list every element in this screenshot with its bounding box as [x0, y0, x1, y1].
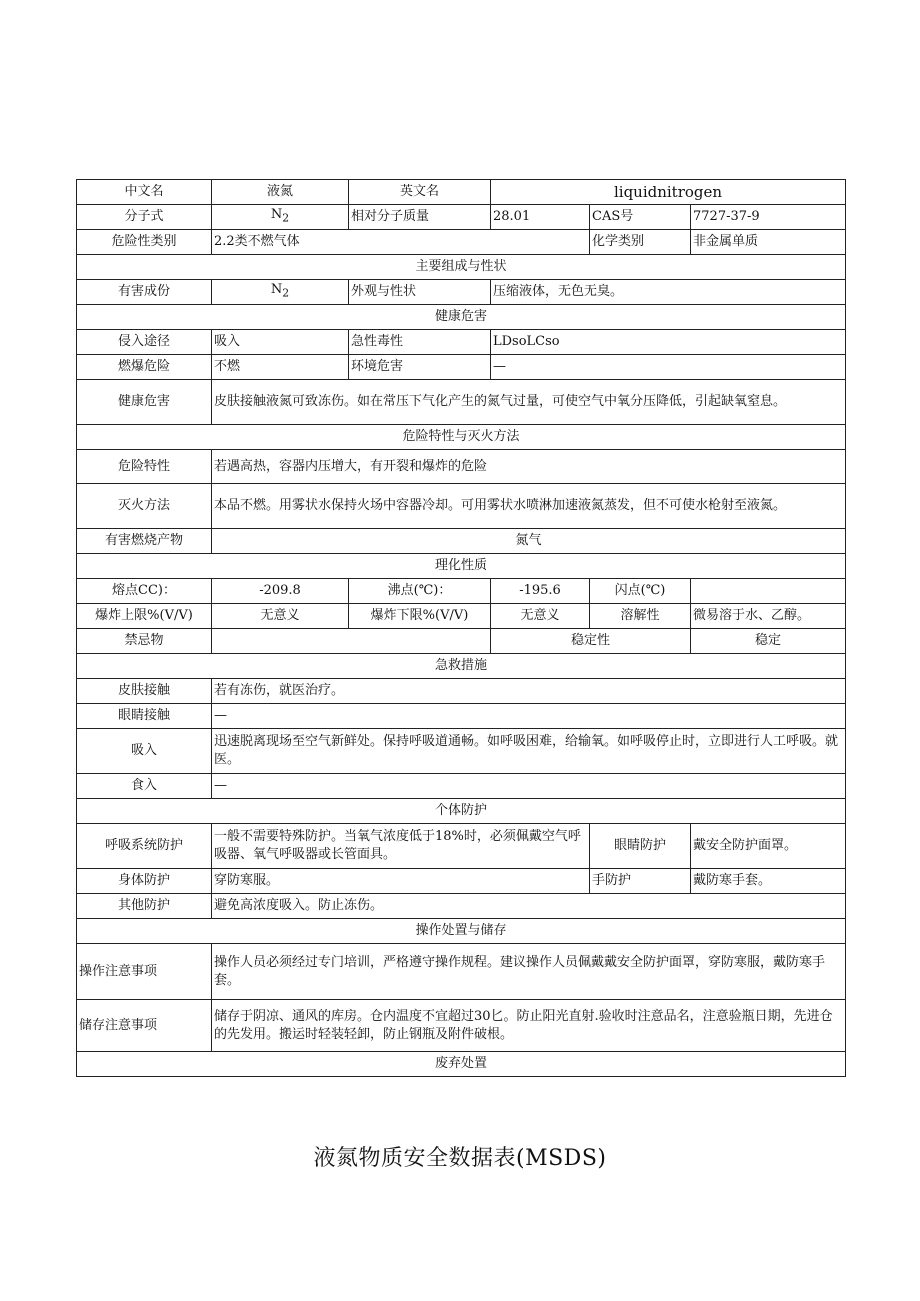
stability-value: 稳定 [691, 629, 846, 654]
formula-label: 分子式 [77, 205, 212, 230]
formula-text: N [270, 207, 283, 223]
hand-value: 戴防寒手套。 [691, 869, 846, 894]
chem-class-label: 化学类别 [590, 230, 691, 255]
other-label: 其他防护 [77, 894, 212, 919]
skin-value: 若有冻伤，就医治疗。 [212, 679, 846, 704]
hazard-class-value: 2.2类不燃气体 [212, 230, 590, 255]
route-value: 吸入 [212, 330, 349, 355]
inhalation-label: 吸入 [77, 729, 212, 774]
method-label: 灭火方法 [77, 484, 212, 529]
acute-value: LDsoLCso [491, 330, 846, 355]
section-composition: 主要组成与性状 [77, 255, 846, 280]
mw-label: 相对分子质量 [349, 205, 491, 230]
bp-label: 沸点(℃)： [349, 579, 491, 604]
section-physchem: 理化性质 [77, 554, 846, 579]
incompat-label: 禁忌物 [77, 629, 212, 654]
cas-label: CAS号 [590, 205, 691, 230]
section-health: 健康危害 [77, 305, 846, 330]
cn-name-label: 中文名 [77, 180, 212, 205]
cas-value: 7727-37-9 [691, 205, 846, 230]
en-name-value: liquidnitrogen [491, 180, 846, 205]
danger-value: 若遇高热，容器内压增大，有开裂和爆炸的危险 [212, 450, 846, 484]
method-value: 本品不燃。用雾状水保持火场中容器冷却。可用雾状水喷淋加速液氮蒸发，但不可使水枪射至液氮。 [212, 484, 846, 529]
hand-label: 手防护 [590, 869, 691, 894]
section-ppe: 个体防护 [77, 799, 846, 824]
ingestion-value: — [212, 774, 846, 799]
lel-label: 爆炸下限%(V/V) [349, 604, 491, 629]
fire-value: 不燃 [212, 355, 349, 380]
danger-label: 危险特性 [77, 450, 212, 484]
section-first-aid: 急救措施 [77, 654, 846, 679]
appearance-value: 压缩液体，无色无臭。 [491, 280, 846, 305]
chem-class-value: 非金属单质 [691, 230, 846, 255]
solubility-value: 微易溶于水、乙醇。 [691, 604, 846, 629]
section-handling: 操作处置与储存 [77, 919, 846, 944]
combustion-value: 氮气 [212, 529, 846, 554]
incompat-value [212, 629, 491, 654]
body-label: 身体防护 [77, 869, 212, 894]
skin-label: 皮肤接触 [77, 679, 212, 704]
resp-label: 呼吸系统防护 [77, 824, 212, 869]
body-value: 穿防寒服。 [212, 869, 590, 894]
eye-contact-value: — [212, 704, 846, 729]
resp-value: 一般不需要特殊防护。当氧气浓度低于18%时，必须佩戴空气呼吸器、氧气呼吸器或长管面具。 [212, 824, 590, 869]
appearance-label: 外观与性状 [349, 280, 491, 305]
flash-label: 闪点(℃) [590, 579, 691, 604]
combustion-label: 有害燃烧产物 [77, 529, 212, 554]
health-hazard-label: 健康危害 [77, 380, 212, 425]
ingredient-value [212, 280, 349, 305]
health-hazard-value: 皮肤接触液氮可致冻伤。如在常压下气化产生的氮气过量，可使空气中氧分压降低，引起缺氧窒息。 [212, 380, 846, 425]
mw-value: 28.01 [491, 205, 590, 230]
hazard-class-label: 危险性类别 [77, 230, 212, 255]
mp-label: 熔点CC)： [77, 579, 212, 604]
operation-value: 操作人员必须经过专门培训，严格遵守操作规程。建议操作人员佩戴戴安全防护面罩，穿防寒服，戴防寒手套。 [212, 944, 846, 1000]
uel-label: 爆炸上限%(V/V) [77, 604, 212, 629]
ingredient-text: N [270, 282, 283, 298]
msds-table [76, 179, 846, 1077]
cn-name-value: 液氮 [212, 180, 349, 205]
env-label: 环境危害 [349, 355, 491, 380]
ingredient-subscript: 2 [282, 286, 290, 300]
en-name-label: 英文名 [349, 180, 491, 205]
formula-value [212, 205, 349, 230]
ingredient-label: 有害成份 [77, 280, 212, 305]
eye-protection-value: 戴安全防护面罩。 [691, 824, 846, 869]
formula-subscript: 2 [282, 211, 290, 225]
ingestion-label: 食入 [77, 774, 212, 799]
flash-value [691, 579, 846, 604]
bp-value: -195.6 [491, 579, 590, 604]
other-value: 避免高浓度吸入。防止冻伤。 [212, 894, 846, 919]
solubility-label: 溶解性 [590, 604, 691, 629]
lel-value: 无意义 [491, 604, 590, 629]
fire-label: 燃爆危险 [77, 355, 212, 380]
operation-label: 操作注意事项 [77, 944, 212, 1000]
inhalation-value: 迅速脱离现场至空气新鲜处。保持呼吸道通畅。如呼吸困难，给输氧。如呼吸停止时，立即进行人工呼吸。就医。 [212, 729, 846, 774]
stability-label: 稳定性 [491, 629, 691, 654]
acute-label: 急性毒性 [349, 330, 491, 355]
document-title: 液氮物质安全数据表(MSDS) [313, 1146, 607, 1171]
env-value: — [491, 355, 846, 380]
section-fire-fighting: 危险特性与灭火方法 [77, 425, 846, 450]
eye-contact-label: 眼睛接触 [77, 704, 212, 729]
mp-value: -209.8 [212, 579, 349, 604]
storage-label: 储存注意事项 [77, 1000, 212, 1052]
route-label: 侵入途径 [77, 330, 212, 355]
eye-protection-label: 眼睛防护 [590, 824, 691, 869]
section-disposal: 废弃处置 [77, 1052, 846, 1077]
uel-value: 无意义 [212, 604, 349, 629]
storage-value: 储存于阴凉、通风的库房。仓内温度不宜超过30匕。防止阳光直射.验收时注意品名，注意验瓶日期，先进仓的先发用。搬运时轻装轻卸，防止钢瓶及附件破根。 [212, 1000, 846, 1052]
